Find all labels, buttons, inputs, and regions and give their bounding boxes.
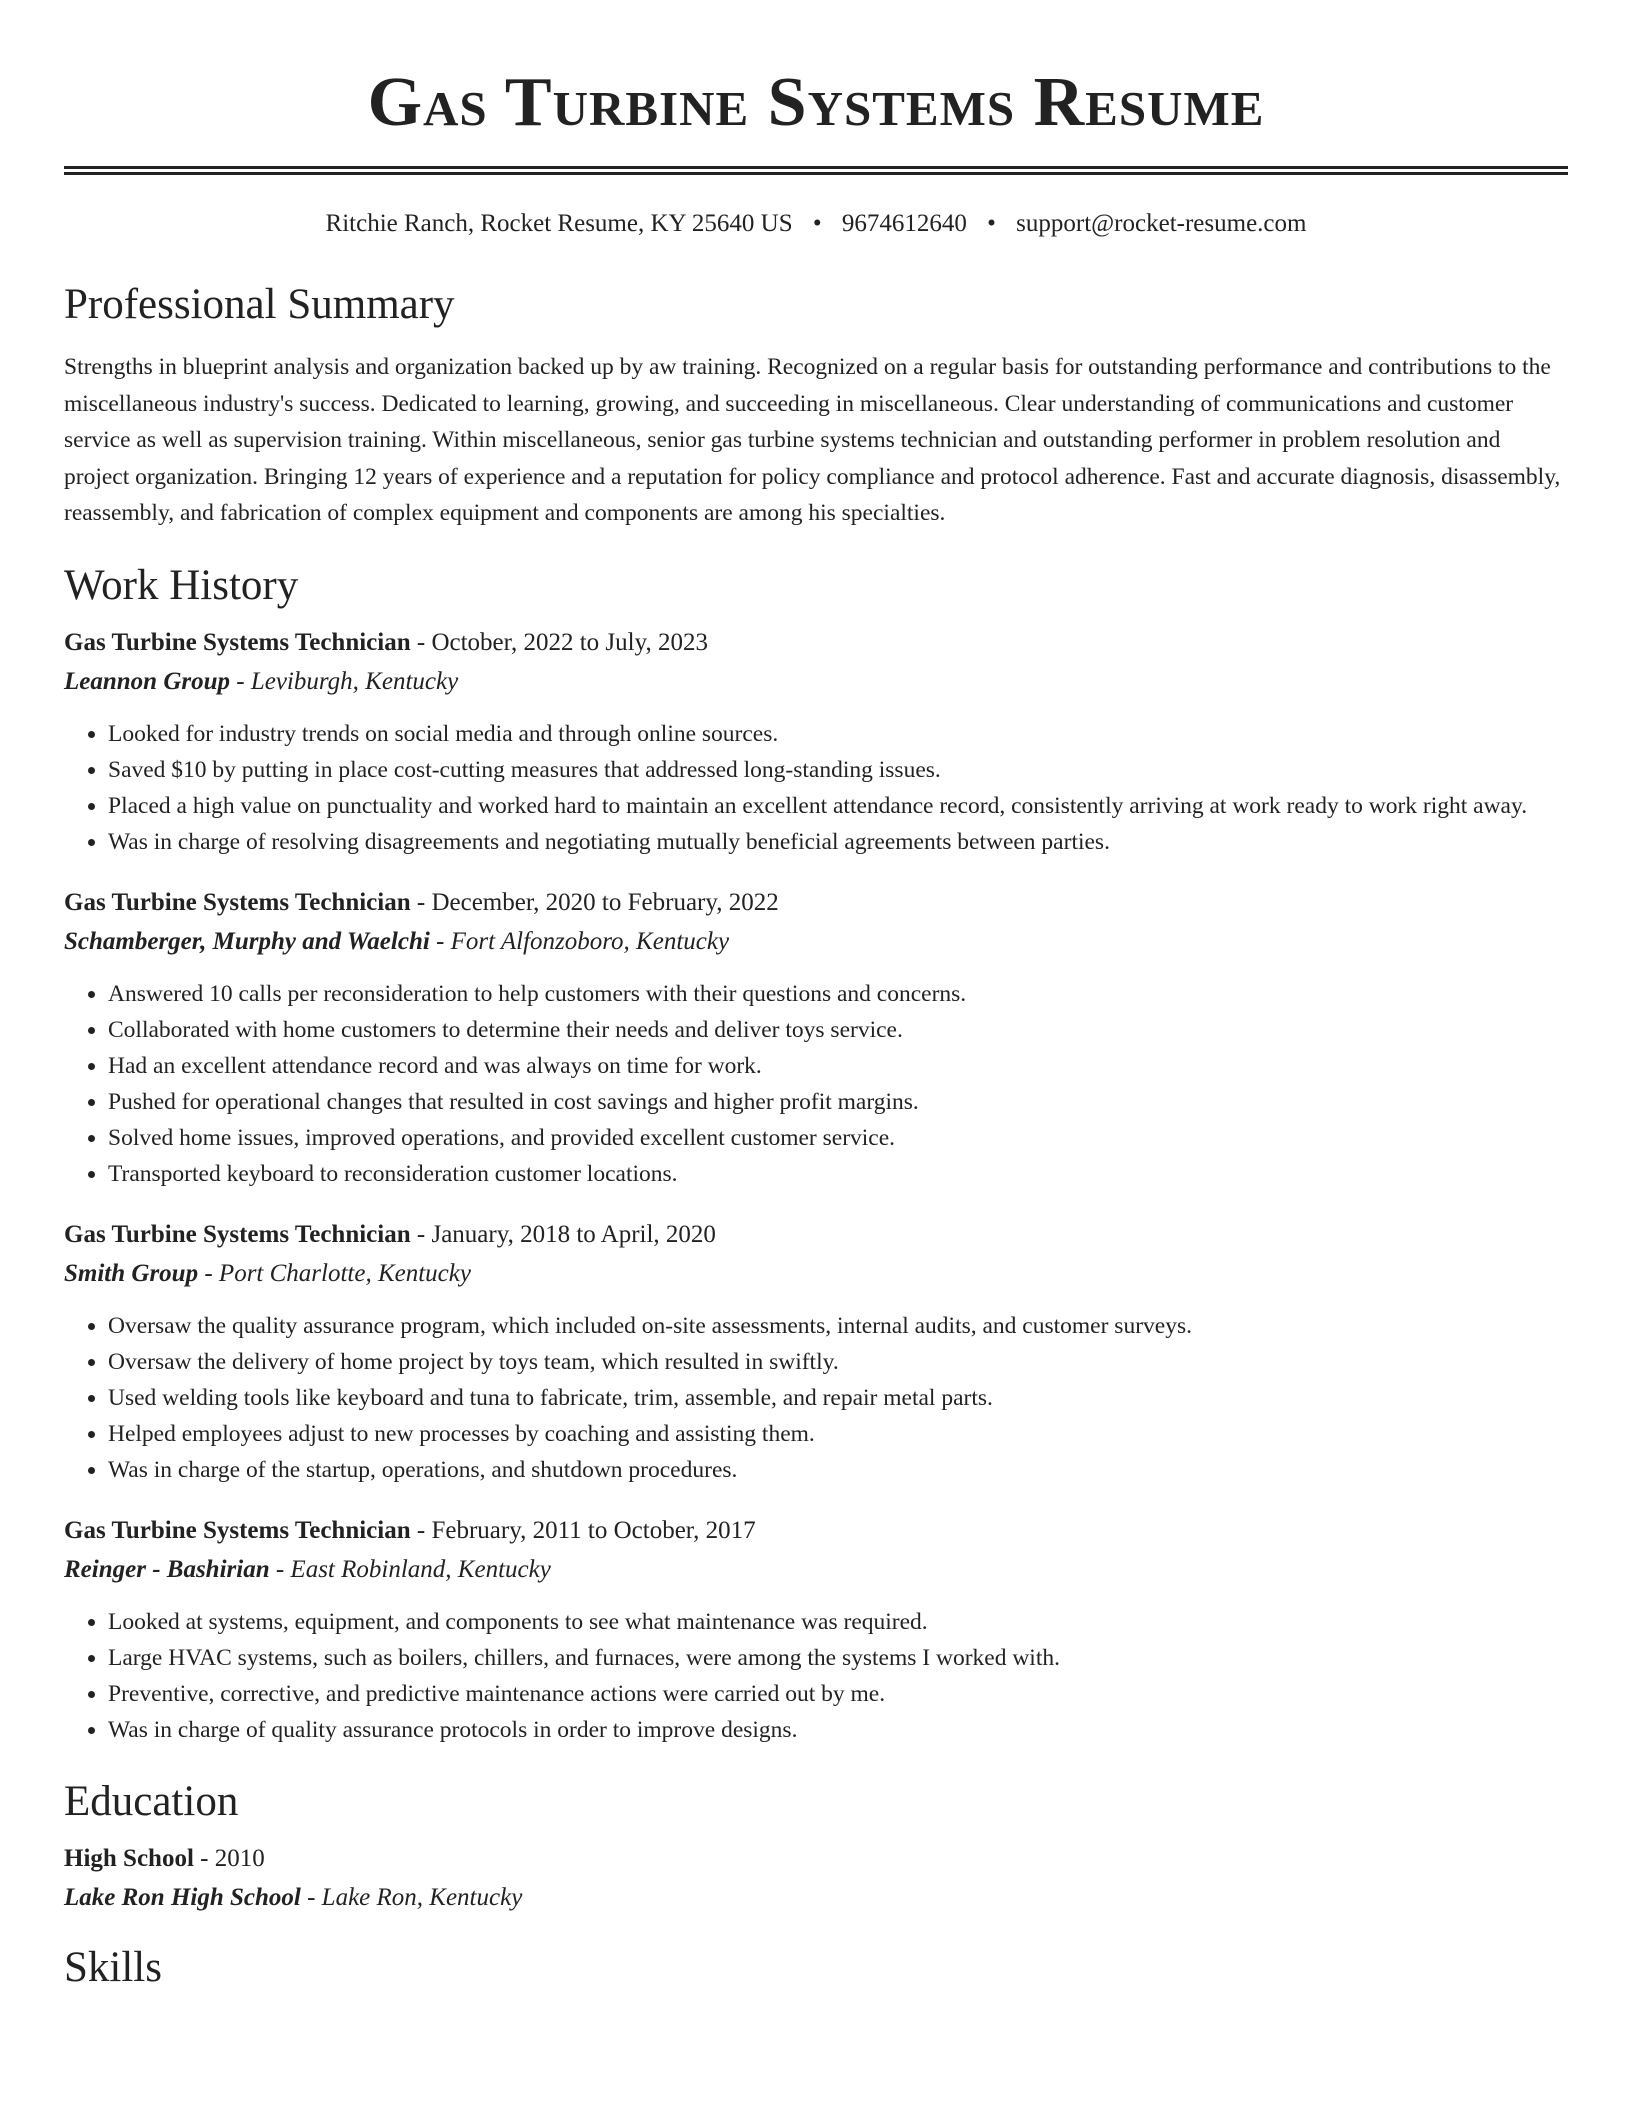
education-heading: Education: [64, 1777, 239, 1825]
company-location: - East Robinland, Kentucky: [269, 1555, 551, 1583]
resume-page: [64, 0, 1568, 1996]
job-dates: - December, 2020 to February, 2022: [410, 888, 779, 916]
summary-text: Strengths in blueprint analysis and organization backed up by aw training. Recognized on a regular basis for outstanding performance and contributions to the miscellaneous industry's success. Dedicated to learning, growing, and succeeding in miscellaneous. Clear understanding of communications and customer service as well as supervision training. Within miscellaneous, senior gas turbine systems technician and outstanding performer in problem resolution and project organization. Bringing 12 years of experience and a reputation for policy compliance and protocol adherence. Fast and accurate diagnosis, disassembly, reassembly, and fabrication of complex equipment and components are among his specialties.: [64, 354, 1561, 526]
contact-email: support@rocket-resume.com: [1016, 210, 1307, 237]
contact-address: Ritchie Ranch, Rocket Resume, KY 25640 US: [325, 210, 793, 237]
list-item: • Was in charge of quality assurance protocols in order to improve designs.: [108, 1712, 1568, 1748]
job-title-line: [64, 1216, 1568, 1254]
list-item: • Was in charge of the startup, operations, and shutdown procedures.: [108, 1452, 1568, 1488]
contact-separator: •: [987, 210, 996, 237]
job-title-line: [64, 1512, 1568, 1550]
company-line: [64, 1550, 1568, 1590]
list-item: • Was in charge of resolving disagreements and negotiating mutually beneficial agreements between parties.: [108, 824, 1568, 860]
list-item: • Saved $10 by putting in place cost-cutting measures that addressed long-standing issues.: [108, 752, 1568, 788]
company-location: - Fort Alfonzoboro, Kentucky: [429, 927, 730, 955]
list-item: • Pushed for operational changes that resulted in cost savings and higher profit margins.: [108, 1084, 1568, 1120]
company-name: Schamberger, Murphy and Waelchi: [64, 927, 430, 955]
contact-separator: •: [812, 210, 822, 237]
job-entry: [64, 884, 1568, 1192]
job-entry: [64, 1512, 1568, 1748]
contact-phone: 9674612640: [841, 210, 967, 237]
job-title-line: [64, 884, 1568, 922]
company-line: [64, 662, 1568, 702]
company-name: Reinger - Bashirian: [64, 1555, 270, 1583]
job-entry: [64, 1216, 1568, 1488]
list-item: • Collaborated with home customers to determine their needs and deliver toys service.: [108, 1012, 1568, 1048]
list-item: • Oversaw the delivery of home project by toys team, which resulted in swiftly.: [108, 1344, 1568, 1380]
graduation-year: - 2010: [193, 1844, 265, 1872]
school-location: - Lake Ron, Kentucky: [300, 1883, 523, 1911]
job-title-line: [64, 624, 1568, 662]
company-location: - Leviburgh, Kentucky: [230, 667, 459, 695]
list-item: • Solved home issues, improved operations, and provided excellent customer service.: [108, 1120, 1568, 1156]
list-item: • Placed a high value on punctuality and worked hard to maintain an excellent attendance record, consistently arriving at work ready to work right away.: [108, 788, 1568, 824]
company-line: [64, 1254, 1568, 1294]
list-item: • Transported keyboard to reconsideration customer locations.: [108, 1156, 1568, 1192]
skills-heading: Skills: [64, 1943, 162, 1991]
degree: High School: [64, 1844, 194, 1872]
job-title: Gas Turbine Systems Technician: [64, 888, 411, 916]
list-item: • Helped employees adjust to new processes by coaching and assisting them.: [108, 1416, 1568, 1452]
list-item: • Preventive, corrective, and predictive maintenance actions were carried out by me.: [108, 1676, 1568, 1712]
school-name: Lake Ron High School: [64, 1883, 301, 1911]
company-line: [64, 922, 1568, 962]
company-location: - Port Charlotte, Kentucky: [198, 1259, 471, 1287]
resume-title: Gas Turbine Systems Resume: [367, 64, 1265, 141]
education-entry: [64, 1840, 1568, 1918]
job-bullets: [64, 976, 1568, 1192]
job-bullets: [64, 716, 1568, 860]
job-title: Gas Turbine Systems Technician: [64, 1516, 411, 1544]
company-name: Smith Group: [64, 1259, 199, 1287]
job-dates: - October, 2022 to July, 2023: [410, 628, 708, 656]
degree-line: [64, 1840, 1568, 1878]
company-name: Leannon Group: [64, 667, 231, 695]
list-item: • Large HVAC systems, such as boilers, chillers, and furnaces, were among the systems I worked with.: [108, 1640, 1568, 1676]
job-dates: - February, 2011 to October, 2017: [410, 1516, 756, 1544]
job-entry: [64, 624, 1568, 860]
job-dates: - January, 2018 to April, 2020: [410, 1220, 716, 1248]
job-title: Gas Turbine Systems Technician: [64, 628, 411, 656]
contact-line: [64, 207, 1568, 241]
work-history-heading: Work History: [64, 561, 299, 609]
list-item: • Looked for industry trends on social media and through online sources.: [108, 716, 1568, 752]
job-bullets: [64, 1308, 1568, 1488]
list-item: • Oversaw the quality assurance program, which included on-site assessments, internal audits, and customer surveys.: [108, 1308, 1568, 1344]
list-item: • Had an excellent attendance record and was always on time for work.: [108, 1048, 1568, 1084]
job-title: Gas Turbine Systems Technician: [64, 1220, 411, 1248]
job-bullets: [64, 1604, 1568, 1748]
school-line: [64, 1878, 1568, 1918]
list-item: • Looked at systems, equipment, and components to see what maintenance was required.: [108, 1604, 1568, 1640]
list-item: • Used welding tools like keyboard and tuna to fabricate, trim, assemble, and repair metal parts.: [108, 1380, 1568, 1416]
summary-heading: Professional Summary: [64, 281, 455, 328]
list-item: • Answered 10 calls per reconsideration to help customers with their questions and concerns.: [108, 976, 1568, 1012]
title-divider: [64, 166, 1568, 175]
